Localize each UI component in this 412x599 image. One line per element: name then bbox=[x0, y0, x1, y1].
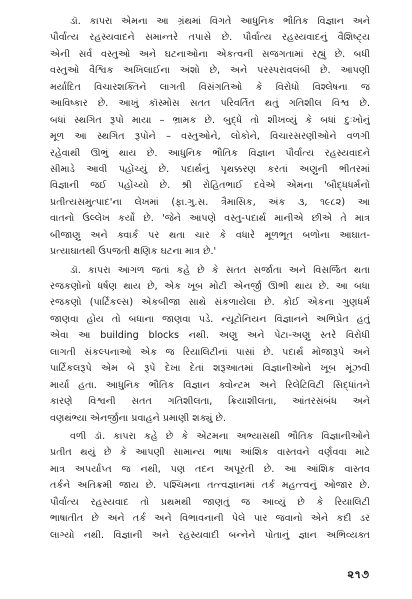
text-line: પાર્ટિકલરૂપે એમ બે રૂપે દેખા દેતાં શરૂઆતમાં વિજ્ઞાનીઓને ખૂબ મૂંઝવી bbox=[50, 363, 370, 375]
text-line: રજકણો (પાર્ટિકલ્સ) એકબીજા સાથે સંકળાયેલા છે. કોઈ એકના ગુણધર્મ bbox=[50, 297, 370, 309]
text-line: લાગતી સંકલ્પનાઓ એક જ રિયાલિટીનાં પાસાં છે. પદાર્થ મોજારૂપે અને bbox=[50, 346, 370, 358]
text-line: એવા આ building blocks નથી. અણુ અને પેટા-અણુ સ્તરે વિરોધી bbox=[50, 330, 370, 342]
text-line: માત્ર અપર્યાપ્ત જ નથી, પણ તદન અપૂરતી છે. આ આંશિક વાસ્તવ bbox=[50, 463, 370, 475]
text-line: કારણે વિશ્વની સતત ગતિશીલતા, ક્રિયાશીલતા, આંતરસંબંધ અને bbox=[50, 396, 370, 408]
text-line: વણથંભ્યા એનર્જીના પ્રવાહને પ્રમાણી શક્યું છે. bbox=[50, 412, 226, 424]
paragraph-2 bbox=[50, 263, 370, 427]
text-line: લાગ્યો નથી. વિજ્ઞાની અને રહસ્યવાદી બન્નેને પોતાનું જ્ઞાન અભિવ્યક્ત bbox=[50, 529, 370, 541]
text-line: મૂળ આ સ્થગિત રૂપોને – વસ્તુઓને, લોકોને, વિચારસરણીઓને વળગી bbox=[50, 131, 370, 143]
text-line: પૌર્વાત્ય રહસ્યવાદને સમાન્તરે તપાસે છે. પૌર્વાત્ય રહસ્યવાદનું વૈશિષ્ટ્ય bbox=[50, 32, 370, 44]
text-line: વિજ્ઞાની જઈ પહોંચ્યો છે. શ્રી રોહિતભાઈ દવેએ એમના 'બૌદ્ધધર્મનો bbox=[50, 180, 370, 192]
paragraph-1 bbox=[50, 14, 370, 261]
text-line: પ્રતીત થયું છે કે આપણી સામાન્ય ભાષા આંશિક વાસ્તવને વર્ણવવા માટે bbox=[50, 447, 370, 459]
text-line: રજકણોનો ધર્ષણ થાય છે, એક ખૂબ મોટી એનર્જી ઊભી થાય છે. આ બધા bbox=[50, 281, 370, 292]
text-line: વાતનો ઉલ્લેખ કર્યો છે. 'જેને આપણે વસ્તુ-પદાર્થ માનીએ છીએ તે માત્ર bbox=[50, 213, 370, 225]
text-line: જાણવા હોય તો બધાના જાણવા પડે. ન્યૂટોનિયન વિજ્ઞાનને અભિપ્રેત હતું bbox=[50, 313, 370, 325]
text-line: પ્રત્યાઘાતથી ઉપજતી ક્ષણિક ઘટના માત્ર છે.' bbox=[50, 246, 217, 258]
page-number: ૨૧૭ bbox=[347, 568, 370, 581]
text-line: પ્રતીત્યસમુત્પાદ'ના લેખમાં (ફા.ગુ.સ. ત્રૈમાસિક, અંક ૩, ૧૯૮૨) આ bbox=[50, 196, 370, 208]
text-line: રહેવાથી ઊભું થાય છે. આધુનિક ભૌતિક વિજ્ઞાન પૌર્વાત્ય રહસ્યવાદને bbox=[50, 147, 370, 159]
text-line: માર્યા હતા. આધુનિક ભૌતિક વિજ્ઞાન ક્વોન્ટમ અને રિલેટિવિટી સિદ્ધાંતને bbox=[50, 379, 370, 391]
text-line: મર્યાદિત વિચારશક્તિને લાગતી વિસંગતિઓ કે વિરોધો વિશ્લેષના જ bbox=[50, 81, 370, 93]
text-line: સીમાડે આવી પહોંચ્યું છે. પદાર્થનું પૃથક્કરણ કરતાં અણુની ભીતરમાં bbox=[50, 163, 370, 175]
text-line: પૌર્વાત્ય રહસ્યવાદ તો પ્રથમથી જાણતું જ આવ્યું છે કે રિયાલિટી bbox=[50, 496, 370, 508]
text-line: ડૉ. કાપરા આગળ જતાં કહે છે કે સતત સર્જાતા અને વિસર્જિત થતા bbox=[70, 264, 370, 276]
text-line: ભાષાતીત છે અને તર્ક અને વિભાવનાની પેલે પાર જવાનો એને કદી ડર bbox=[50, 513, 370, 525]
text-line: એની સર્વ વસ્તુઓ અને ઘટનાઓના એકત્વની સજગતામાં રહ્યું છે. બધી bbox=[50, 48, 370, 60]
text-line: આવિષ્કાર છે. આખું કૉસ્મોસ સતત પરિવર્તિત થતું ગતિશીલ વિશ્વ છે. bbox=[50, 98, 370, 110]
text-line: વસ્તુઓ વૈશ્વિક અખિલાઈના અંશો છે, અને પરસ્પરાવલંબી છે. આપણી bbox=[50, 65, 370, 77]
text-line: બધાં સ્થગિત રૂપો માયા – ભ્રામક છે. બુદ્ધે તો શીખવ્યું કે બધાં દુઃખોનું bbox=[50, 114, 370, 126]
body-text bbox=[50, 14, 370, 546]
text-line: બીજાણુ અને ક્વાર્ક પર થતા ચાર કે વધારે મૂળભૂત બળોના આઘાત- bbox=[50, 229, 370, 241]
paragraph-3 bbox=[50, 429, 370, 544]
text-line: તર્કને અતિક્રમી જાય છે. પશ્ચિમના તત્ત્વજ્ઞાનમાં તર્ક મહત્ત્વનું ઓજાર છે. bbox=[50, 480, 370, 492]
text-line: વળી ડૉ. કાપરા કહે છે કે એટમના અભ્યાસથી ભૌતિક વિજ્ઞાનીઓને bbox=[70, 430, 370, 442]
text-line: ડૉ. કાપરા એમના આ ગ્રંથમાં વિગતે આધુનિક ભૌતિક વિજ્ઞાન અને bbox=[70, 16, 370, 27]
